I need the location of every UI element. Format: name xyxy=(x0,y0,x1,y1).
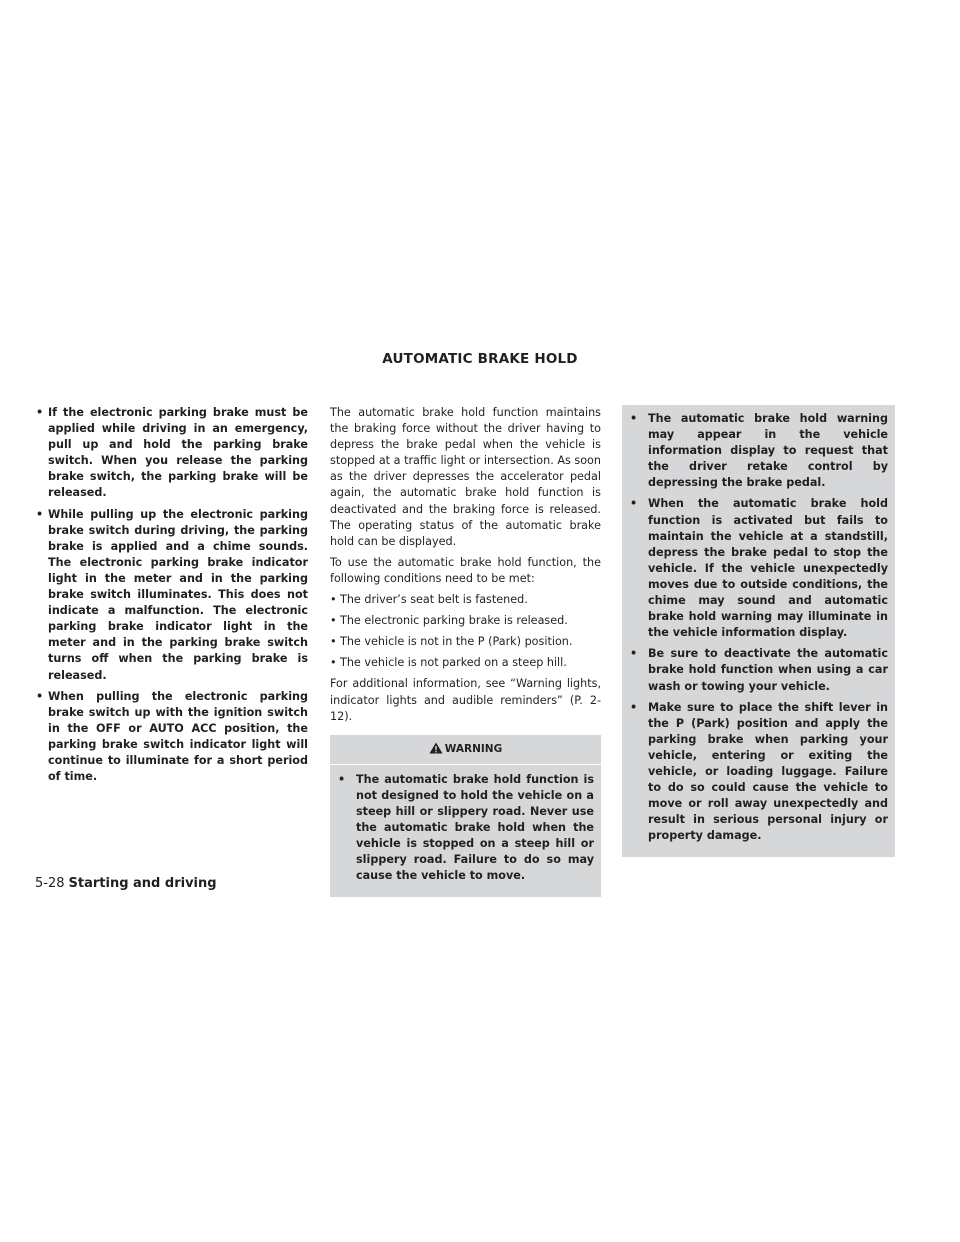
list-item: • The driver’s seat belt is fastened. xyxy=(330,593,528,607)
intro-paragraph: The automatic brake hold function maintains the braking force without the driver having to depress the brake pedal when the vehicle is stopped at a traffic light or intersection. As soon as the driver depresses the accelerator pedal again, the automatic brake hold function is deactivated and the braking force is released. The operating status of the automatic brake hold can be displayed. xyxy=(330,406,601,548)
list-item: • The automatic brake hold function is not designed to hold the vehicle on a steep hill or slippery road. Never use the automatic brake hold when the vehicle is stopped on a steep hill or slippery road. Failure to do so may cause the vehicle to move. xyxy=(338,772,594,883)
warning-box-continued xyxy=(622,405,895,857)
conditions-list xyxy=(330,592,601,671)
list-item: • The vehicle is not in the P (Park) position. xyxy=(330,635,573,649)
section-title: AUTOMATIC BRAKE HOLD xyxy=(382,351,578,367)
list-item: • The automatic brake hold warning may appear in the vehicle information display to request that the driver retake control by depressing the brake pedal. xyxy=(630,412,888,490)
column-1 xyxy=(35,405,308,790)
warning-header xyxy=(330,735,601,765)
warning-list xyxy=(337,772,594,885)
caution-list xyxy=(35,405,308,785)
additional-info: For additional information, see “Warning lights, indicator lights and audible reminders” (P. 2-12). xyxy=(330,677,601,723)
list-item: • If the electronic parking brake must be applied while driving in an emergency, pull up and hold the parking brake switch. When you release the parking brake switch, the parking brake will be released. xyxy=(36,406,308,500)
list-item: • While pulling up the electronic parking brake switch during driving, the parking brake is applied and a chime sounds. The electronic parking brake indicator light in the meter and in the parking brake switch illuminates. This does not indicate a malfunction. The electronic parking brake indicator light in the meter and in the parking brake switch turns off when the parking brake is released. xyxy=(36,507,308,682)
list-item: • The electronic parking brake is released. xyxy=(330,614,568,628)
warning-list xyxy=(629,411,888,844)
conditions-intro: To use the automatic brake hold function, the following conditions need to be met: xyxy=(330,555,601,585)
list-item: • The vehicle is not parked on a steep hill. xyxy=(330,656,567,670)
column-3 xyxy=(622,405,895,857)
footer-section-title: Starting and driving xyxy=(68,876,217,891)
warning-box xyxy=(330,735,601,898)
list-item: • Be sure to deactivate the automatic brake hold function when using a car wash or towing your vehicle. xyxy=(630,647,888,693)
page-number: 5-28 xyxy=(35,876,65,891)
list-item: • When pulling the electronic parking brake switch up with the ignition switch in the OFF or AUTO ACC position, the parking brake switch indicator light will continue to illuminate for a short period of time. xyxy=(36,689,308,784)
warning-label: WARNING xyxy=(444,742,503,755)
page-footer xyxy=(35,876,217,891)
list-item: • When the automatic brake hold function is activated but fails to maintain the vehicle at a standstill, depress the brake pedal to stop the vehicle. If the vehicle unexpectedly moves due to outside conditions, the chime may sound and automatic brake hold warning may illuminate in the vehicle information display. xyxy=(630,497,888,640)
warning-triangle-icon xyxy=(429,742,443,759)
list-item: • Make sure to place the shift lever in the P (Park) position and apply the parking brake when parking your vehicle, entering or exiting the vehicle, or loading luggage. Failure to do so could cause the vehicle to move or roll away unexpectedly and result in serious personal injury or property damage. xyxy=(630,700,888,843)
column-2 xyxy=(330,405,601,897)
